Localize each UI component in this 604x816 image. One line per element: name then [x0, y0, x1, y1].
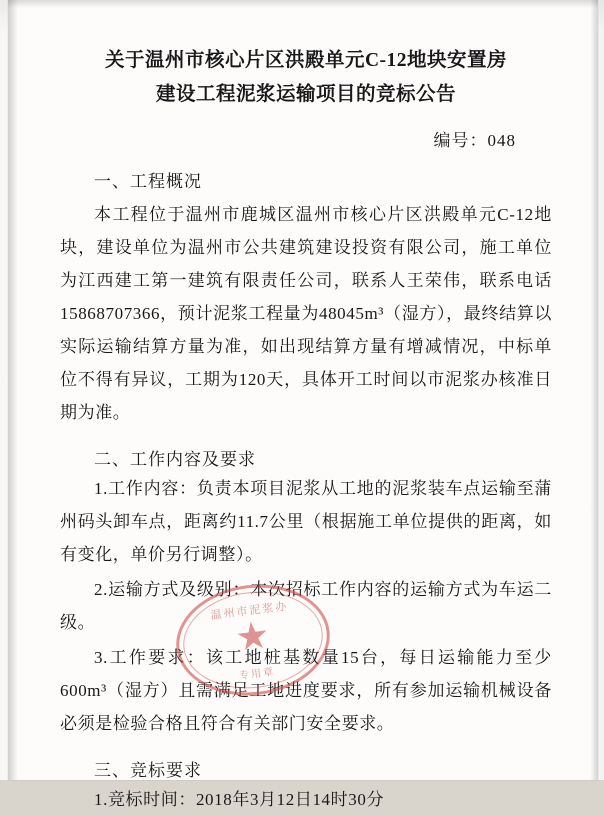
item-2-3: 3.工作要求：该工地桩基数量15台，每日运输能力至少600m³（湿方）且需满足工地进度要求，所有参加运输机械设备必须是检验合格且符合有关部门安全要求。 [60, 648, 552, 733]
document-number: 编号：048 [433, 131, 516, 150]
title-line-1: 关于温州市核心片区洪殿单元C-12地块安置房 [104, 50, 508, 71]
page-title [60, 44, 552, 112]
section-heading-1: 一、工程概况 [94, 172, 202, 191]
seal-top-text: 温州市泥浆办 [210, 600, 289, 622]
item-3-1: 1.竞标时间：2018年3月12日14时30分 [94, 790, 385, 809]
item-2-2: 2.运输方式及级别：本次招标工作内容的运输方式为车运二级。 [60, 580, 552, 632]
section-1-paragraph: 本工程位于温州市鹿城区温州市核心片区洪殿单元C-12地块，建设单位为温州市公共建筑建设投资有限公司，施工单位为江西建工第一建筑有限责任公司，联系人王荣伟，联系电话15868707366，预计泥浆工程量为48045m³（湿方），最终结算以实际运输结算方量为准，如出现结算方量有增减情况，中标单位不得有异议，工期为120天，具体开工时间以市泥浆办核准日期为准。 [60, 205, 552, 422]
seal-bottom-text: 专用章 [238, 666, 276, 682]
star-icon: ★ [233, 614, 273, 660]
title-line-2: 建设工程泥浆运输项目的竞标公告 [155, 84, 456, 105]
item-2-1: 1.工作内容：负责本项目泥浆从工地的泥浆装车点运输至蒲州码头卸车点，距离约11.7公里（根据施工单位提供的距离，如有变化，单价另行调整）。 [60, 479, 552, 564]
section-heading-2: 二、工作内容及要求 [94, 450, 256, 469]
scanned-sheet [8, 0, 598, 809]
section-heading-3: 三、竞标要求 [94, 761, 202, 780]
document-content [8, 0, 598, 809]
